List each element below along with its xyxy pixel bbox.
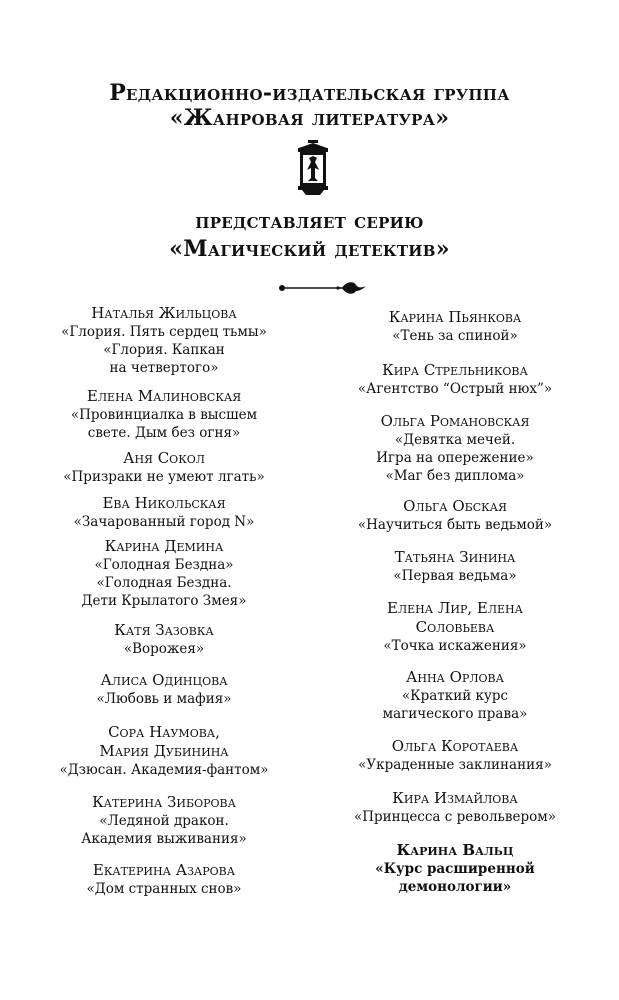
book-title: Дети Крылатого Змея» [81,593,247,609]
author-name: Екатерина Азарова [92,861,236,879]
book-title: на четвертого» [109,360,219,376]
author-name: Аня Сокол [123,449,205,467]
book-title: «Маг без диплома» [385,468,525,484]
list-item [14,621,314,658]
author-name: Карина Пьянкова [388,308,522,326]
author-name: Ольга Романовская [380,412,530,430]
book-title: «Дом странных снов» [86,881,242,897]
book-title: «Курс расширенной [375,861,535,877]
list-item [305,308,605,345]
book-title: «Тень за спиной» [392,328,518,344]
author-name: Елена Малиновская [86,387,242,405]
list-item [14,861,314,898]
book-title: «Зачарованный город N» [73,514,255,530]
author-name: Наталья Жильцова [91,304,237,322]
author-name: Татьяна Зинина [394,548,516,566]
book-title: «Провинциалка в высшем [70,407,258,423]
author-name: Сора Наумова, [108,723,220,741]
list-item [14,304,314,377]
book-title: «Голодная Бездна» [94,557,234,573]
author-name: Карина Вальц [396,841,514,859]
list-item [305,497,605,534]
author-name: Алиса Одинцова [100,671,228,689]
book-title: «Украденные заклинания» [358,757,552,773]
book-title: свете. Дым без огня» [87,425,241,441]
author-name: Кира Стрельникова [382,361,528,379]
book-title: «Глория. Капкан [103,342,225,358]
author-name: Кира Измайлова [392,789,518,807]
author-name: Катя Зазовка [114,621,214,639]
list-item-highlighted [305,841,605,896]
book-title: «Голодная Бездна. [96,575,232,591]
book-title: «Ворожея» [123,641,205,657]
author-name: Ольга Обская [403,497,507,515]
book-title: «Девятка мечей. [394,432,516,448]
book-title: «Ледяной дракон. [99,813,229,829]
book-title: «Призраки не умеют лгать» [63,469,265,485]
list-item [305,412,605,485]
book-title: «Принцесса с револьвером» [353,809,557,825]
book-title: магического права» [382,706,528,722]
list-item [305,548,605,585]
book-title: демонологии» [398,879,512,895]
author-name: Соловьева [415,618,495,636]
list-item [305,668,605,723]
author-name: Ольга Коротаева [391,737,519,755]
book-title: «Агентство “Острый нюх”» [357,381,553,397]
book-title: «Глория. Пять сердец тьмы» [61,324,267,340]
author-name: Елена Лир, Елена [387,599,523,617]
book-title: «Дзюсан. Академия-фантом» [59,762,269,778]
list-item [305,737,605,774]
publisher-name-line1: Редакционно-издательская группа [109,80,510,106]
series-title: «Магический детектив» [169,236,450,262]
list-item [14,387,314,442]
decorative-divider-icon [276,279,368,297]
author-name: Катерина Зиборова [92,793,236,811]
list-item [305,789,605,826]
author-name: Ева Никольская [102,494,226,512]
book-title: Игра на опережение» [376,450,534,466]
book-title: «Точка искажения» [383,638,527,654]
presents-label: представляет серию [195,208,424,234]
list-item [305,361,605,398]
author-name: Карина Демина [104,537,224,555]
list-item [14,449,314,486]
author-name: Анна Орлова [406,668,504,686]
book-title: «Научиться быть ведьмой» [357,517,553,533]
list-item [14,537,314,610]
list-item [14,494,314,531]
list-item [305,599,605,655]
book-title: «Краткий курс [401,688,509,704]
lantern-emblem-icon [293,140,333,196]
list-item [14,723,314,779]
book-title: «Любовь и мафия» [96,691,232,707]
book-title: «Первая ведьма» [393,568,517,584]
list-item [14,793,314,848]
list-item [14,671,314,708]
author-name: Мария Дубинина [99,742,229,760]
publisher-name-line2: «Жанровая литература» [169,105,450,131]
book-title: Академия выживания» [81,831,247,847]
